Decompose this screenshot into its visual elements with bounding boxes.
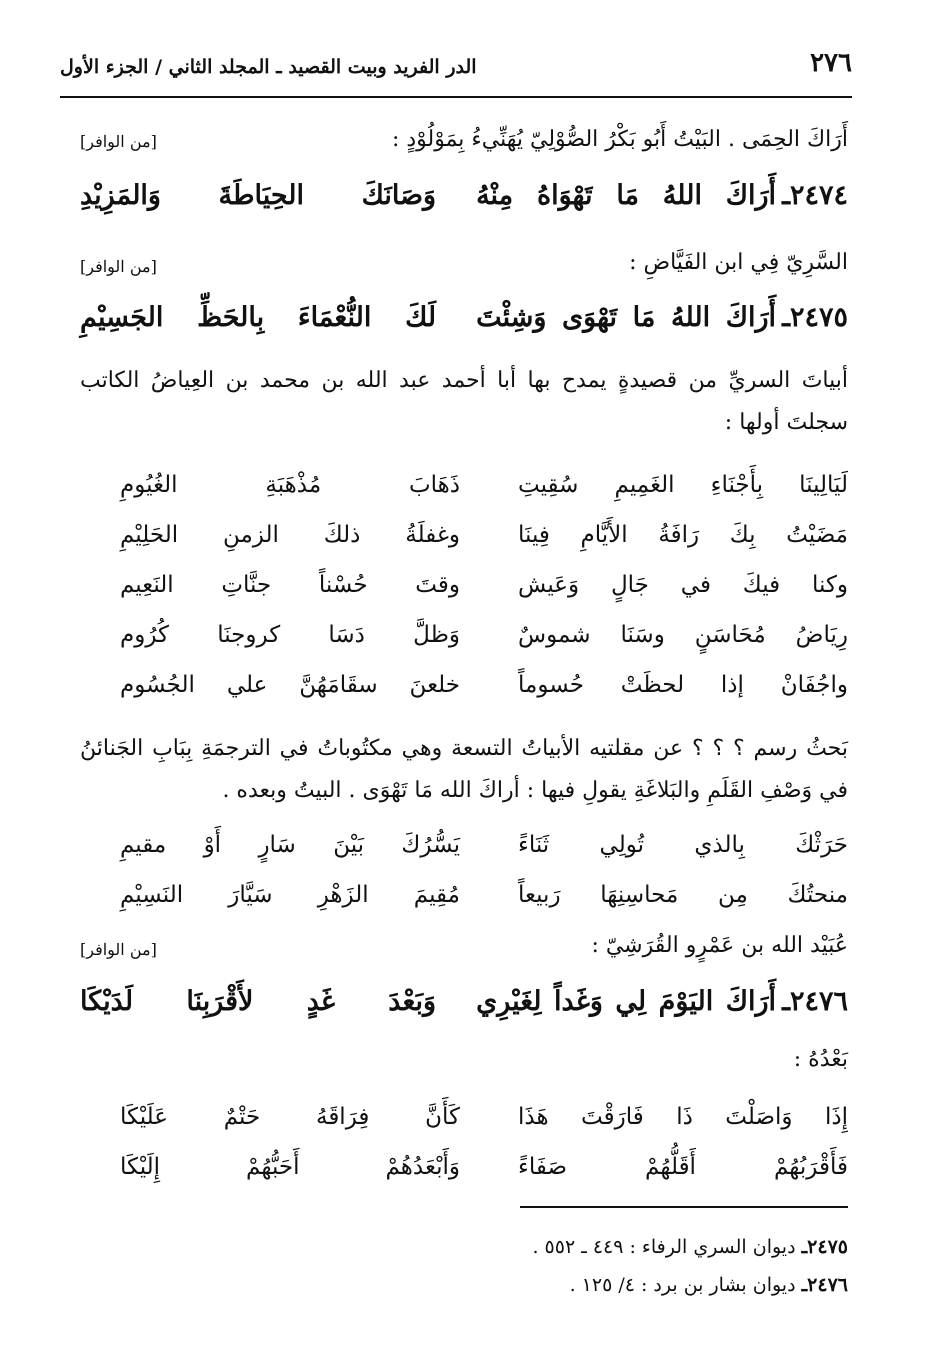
poem-hemistich-first: مَضَيْتُ بِكَ رَافَةُ الأَيَّامِ فِينَا	[518, 522, 848, 548]
poem-block	[80, 460, 848, 710]
verse-hemistich-second: وَصَانَكَ الحِيَاطَةَ وَالمَزِيْدِ	[80, 180, 437, 211]
poem-line	[80, 870, 848, 920]
footnote-rule	[520, 1206, 848, 1208]
poem-hemistich-first: فَأَقْرَبُهُمْ أَقَلُّهُمْ صَفَاءً	[518, 1154, 848, 1180]
numbered-verse	[80, 296, 848, 340]
poem-hemistich-second: خلعنَ سقَامَهُنَّ علي الجُسُوم	[120, 672, 460, 698]
footnote	[300, 1232, 848, 1262]
poem-block	[80, 820, 848, 920]
verse-number: ٢٤٧٦ـ	[782, 986, 848, 1017]
after-label: بَعْدُهُ :	[793, 1047, 848, 1072]
poem-hemistich-first: منحتُكَ مِن مَحاسِنِهَا رَبيعاً	[518, 882, 848, 908]
entry-intro	[80, 926, 848, 966]
verse-number: ٢٤٧٥ـ	[782, 302, 848, 333]
poem-hemistich-first: واجُفَانْ إذا لحظَتْ حُسوماً	[518, 672, 848, 698]
poem-line	[80, 460, 848, 510]
meter-label: [من الوافر]	[80, 132, 157, 151]
poem-hemistich-first: لَيَالِينَا بِأَجْنَاءِ الغَمِيمِ سُقِيتِ	[518, 472, 848, 498]
header-rule	[60, 96, 852, 98]
poem-hemistich-first: حَرَثْكَ بِالذي تُولِي ثَنَاءً	[518, 832, 848, 858]
verse-hemistich-first: أَرَاكَ اللهُ مَا تَهْوَى وَشِئْتَ	[476, 302, 777, 333]
intro-text: أَرَاكَ الحِمَى . البَيْتُ أَبُو بَكْرُ الصُّوْلِيّ يُهَنِّيءُ بِمَوْلُوْدٍ :	[391, 127, 848, 152]
numbered-verse	[80, 174, 848, 218]
entry-intro	[80, 243, 848, 283]
poem-hemistich-second: وَظلَّ دَسَا كروجنَا كُرُوم	[120, 622, 460, 648]
poem-hemistich-second: ذَهَابَ مُذْهَبَةِ الغُيُومِ	[120, 472, 460, 498]
poem-hemistich-second: وَأَبْعَدُهُمْ أَحَبُّهُمْ إِلَيْكَا	[120, 1154, 460, 1180]
prose-paragraph: بَحثُ رسم ؟ ؟ ؟ عن مقلتيه الأبياتُ التسعة وهي مكتُوباتُ في الترجمَةِ بِبَابِ الجَنائنُ في وَصْفِ القَلَمِ والبَلاغَةِ يقولِ فيها : أراكَ الله مَا تَهْوَى . البيتُ وبعده .	[80, 736, 848, 803]
poem-hemistich-second: وقتَ حُسْناً جنَّاتِ النَعِيم	[120, 572, 460, 598]
footnote-number: ٢٤٧٥ـ	[801, 1236, 848, 1258]
poem-hemistich-first: رِيَاضُ مُحَاسَنٍ وسَنَا شموسٌ	[518, 622, 848, 648]
poem-block	[80, 1092, 848, 1192]
numbered-verse	[80, 980, 848, 1024]
intro-text: السَّرِيّ فِي ابن الفَيَّاضِ :	[629, 250, 848, 275]
verse-hemistich-second: وَبَعْدَ غَدٍ لأَقْرَبِنَا لَدَيْكَا	[80, 986, 437, 1017]
poem-line	[80, 660, 848, 710]
footnote-number: ٢٤٧٦ـ	[801, 1274, 848, 1296]
meter-label: [من الوافر]	[80, 940, 157, 959]
poem-line	[80, 1142, 848, 1192]
prose-paragraph: أبياتَ السريِّ من قصيدةٍ يمدح بها أبا أحمد عبد الله بن محمد بن العِياضُ الكاتب سجلتَ أولها :	[80, 368, 848, 435]
entry-intro	[80, 120, 848, 160]
footnote-text: ديوان بشار بن برد : ٤/ ١٢٥ .	[569, 1274, 796, 1296]
verse-hemistich-first: أَرَاكَ اللهُ مَا تَهْوَاهُ مِنْهُ	[476, 180, 777, 211]
footnote	[300, 1270, 848, 1300]
poem-line	[80, 820, 848, 870]
meter-label: [من الوافر]	[80, 257, 157, 276]
poem-hemistich-second: مُقِيمَ الزَهْرِ سَيَّارَ النَسِيْمِ	[120, 882, 460, 908]
poem-line	[80, 510, 848, 560]
poem-hemistich-first: وكنا فيكَ في جَالٍ وَعَيش	[518, 572, 848, 598]
running-header	[60, 48, 852, 92]
poem-hemistich-second: وغفلَةُ ذلكَ الزمنِ الحَلِيْمِ	[120, 522, 460, 548]
verse-hemistich-second: لَكَ النُّعْمَاءَ بِالحَظِّ الجَسِيْمِ	[80, 302, 437, 333]
running-title: الدر الفريد وبيت القصيد ـ المجلد الثاني / الجزء الأول	[60, 56, 477, 78]
poem-line	[80, 1092, 848, 1142]
page-number: ٢٧٦	[810, 48, 852, 78]
poem-line	[80, 560, 848, 610]
intro-text: عُبَيْد الله بن عَمْرٍو القُرَشِيّ :	[591, 933, 848, 958]
verse-hemistich-first: أَرَاكَ اليَوْمَ لِي وَغَداً لِغَيْرِي	[476, 986, 777, 1017]
footnote-text: ديوان السري الرفاء : ٤٤٩ ـ ٥٥٢ .	[532, 1236, 796, 1258]
poem-hemistich-second: كَأَنَّ فِرَاقَهُ حَتْمٌ عَلَيْكَا	[120, 1104, 460, 1130]
poem-line	[80, 610, 848, 660]
poem-hemistich-first: إِذَا وَاصَلْتَ ذَا فَارَقْتَ هَذَا	[518, 1104, 848, 1130]
poem-hemistich-second: يَسُّرُكَ بَيْنَ سَارٍ أَوْ مقيمِ	[120, 832, 460, 858]
verse-number: ٢٤٧٤ـ	[782, 180, 848, 211]
